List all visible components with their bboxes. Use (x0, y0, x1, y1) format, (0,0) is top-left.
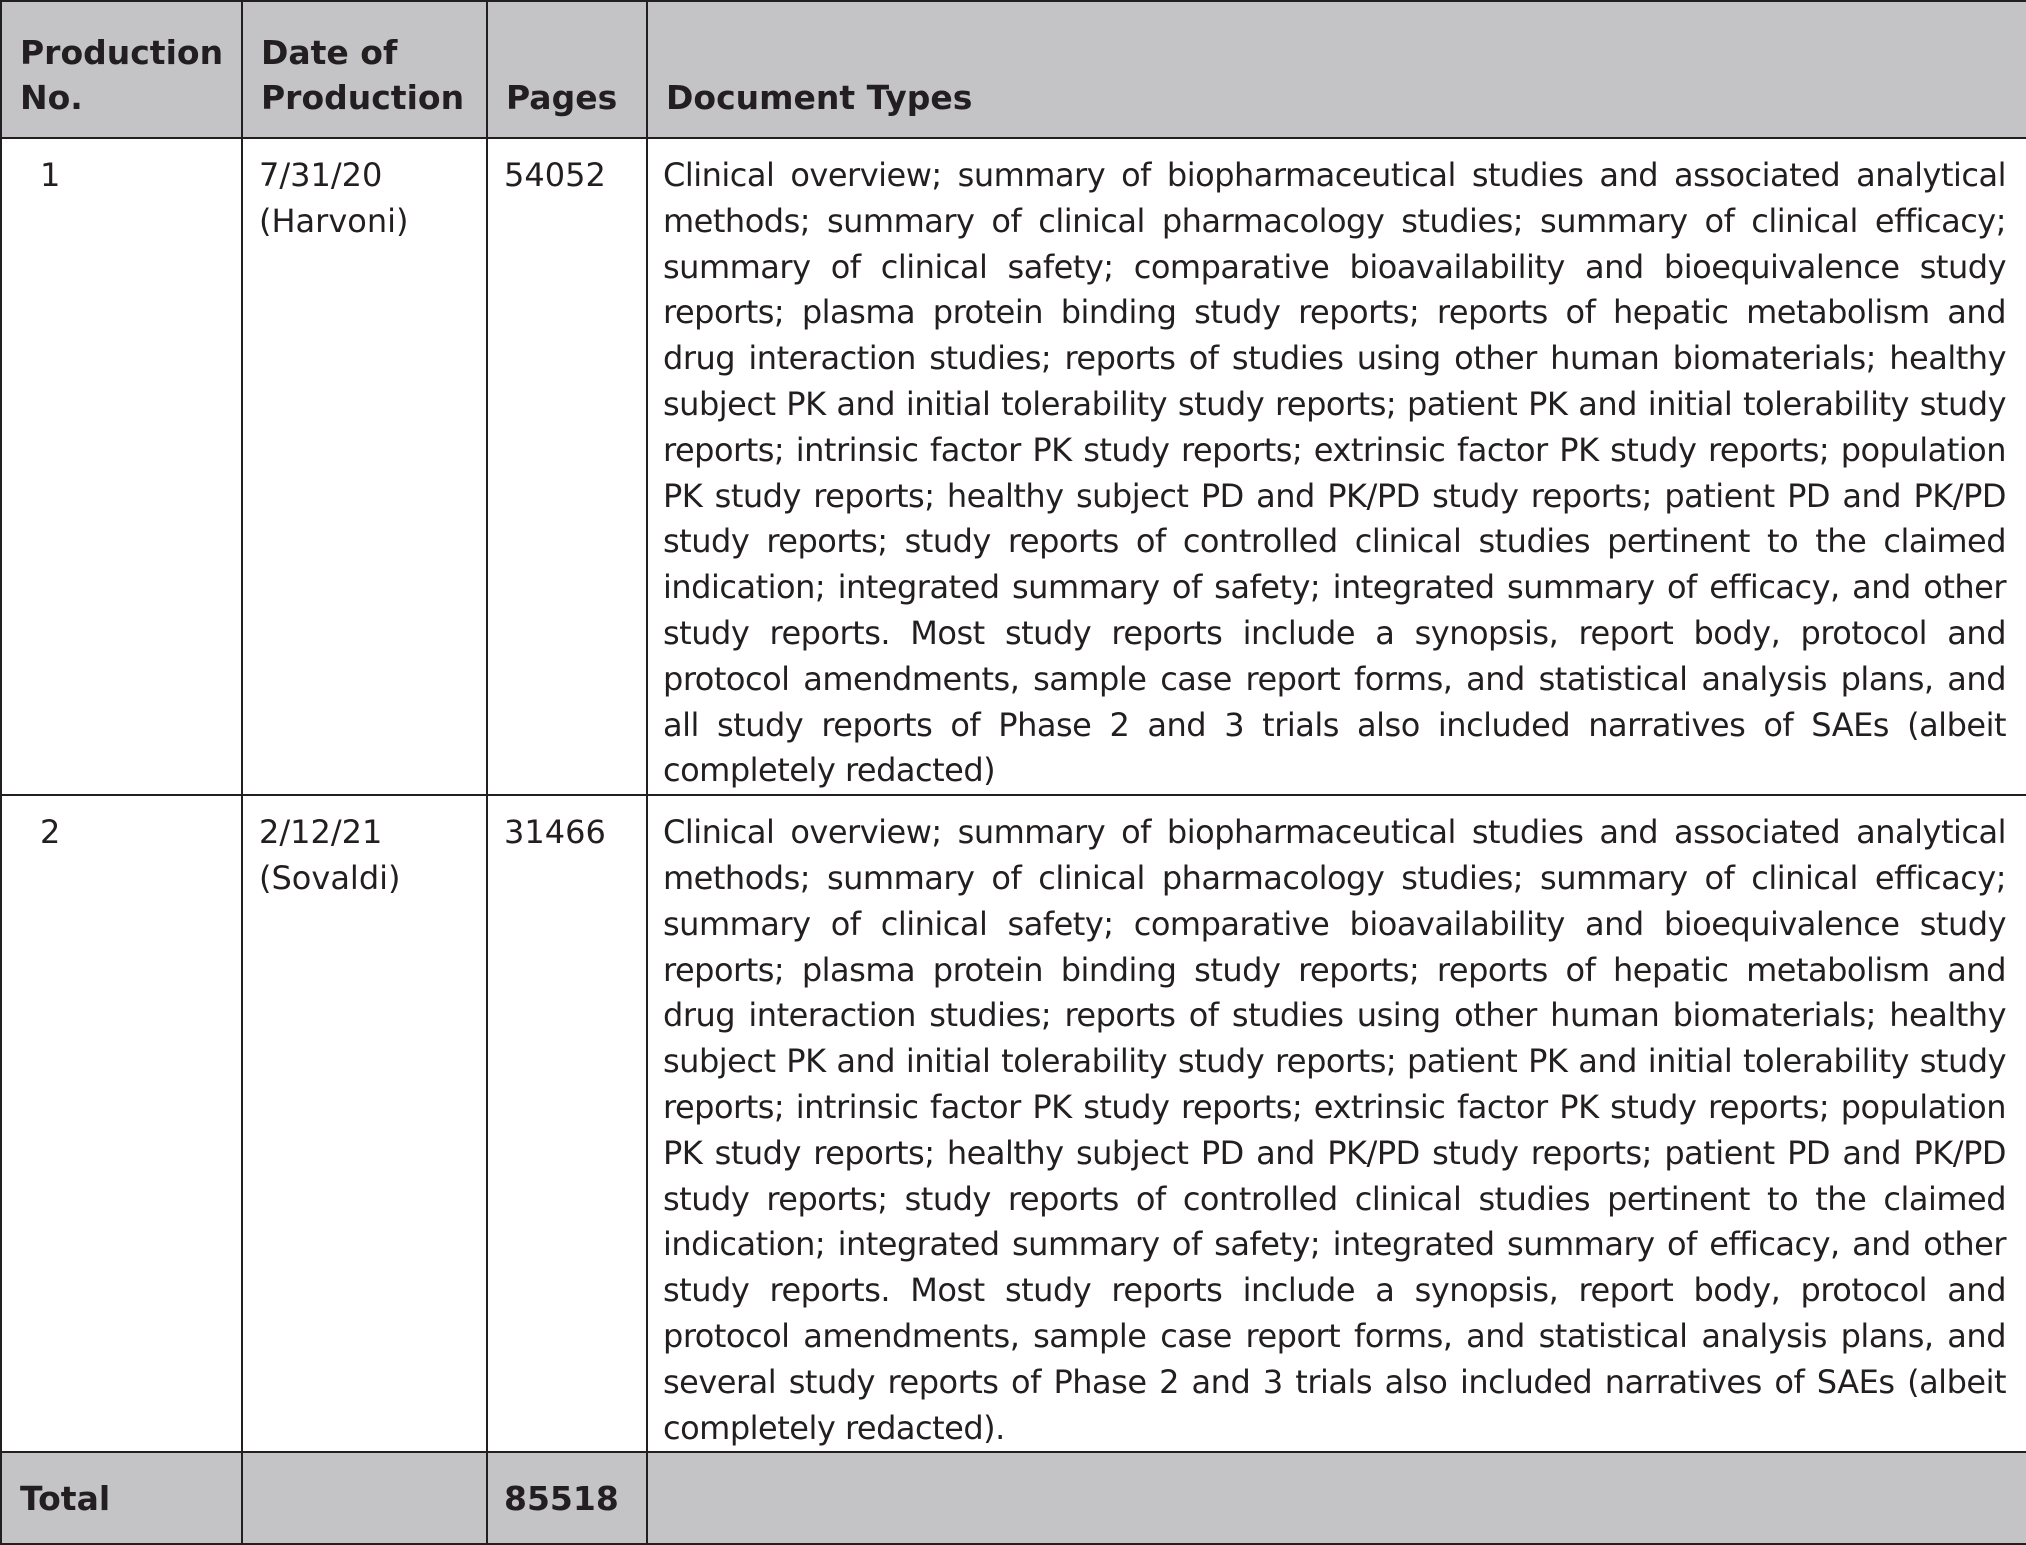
total-pages: 85518 (487, 1452, 647, 1544)
drug-name: (Sovaldi) (259, 858, 401, 897)
header-pages: Pages (487, 1, 647, 138)
table-row (1, 138, 2026, 795)
total-empty-cell (242, 1452, 487, 1544)
drug-name: (Harvoni) (259, 201, 409, 240)
table-row (1, 795, 2026, 1452)
total-row (1, 1452, 2026, 1544)
production-no-cell: 2 (1, 795, 242, 1452)
production-no-cell: 1 (1, 138, 242, 795)
date-of-production-cell (242, 138, 487, 795)
header-document-types: Document Types (647, 1, 2026, 138)
production-date: 7/31/20 (259, 156, 383, 194)
pages-cell: 54052 (487, 138, 647, 795)
total-empty-cell (647, 1452, 2026, 1544)
document-types-cell: Clinical overview; summary of biopharmaceutical studies and associated analytical methods; summary of clinical pharmacology studies; summary of clinical efficacy; summary of clinical safety; comparative bioavailability and bioequivalence study reports; plasma protein binding study reports; reports of hepatic metabolism and drug interaction studies; reports of studies using other human biomaterials; healthy subject PK and initial tolerability study reports; patient PK and initial tolerability study reports; intrinsic factor PK study reports; extrinsic factor PK study reports; population PK study reports; healthy subject PD and PK/PD study reports; patient PD and PK/PD study reports; study reports of controlled clinical studies pertinent to the claimed indication; integrated summary of safety; integrated summary of efficacy, and other study reports. Most study reports include a synopsis, report body, protocol and protocol amendments, sample case report forms, and statistical analysis plans, and several study reports of Phase 2 and 3 trials also included narratives of SAEs (albeit completely redacted). (647, 795, 2026, 1452)
header-date-of-production: Date of Production (242, 1, 487, 138)
header-row (1, 1, 2026, 138)
pages-cell: 31466 (487, 795, 647, 1452)
date-of-production-cell (242, 795, 487, 1452)
production-date: 2/12/21 (259, 813, 383, 852)
total-label: Total (1, 1452, 242, 1544)
document-types-cell: Clinical overview; summary of biopharmaceutical studies and associated analytical methods; summary of clinical pharmacology studies; summary of clinical efficacy; summary of clinical safety; comparative bioavailability and bioequivalence study reports; plasma protein binding study reports; reports of hepatic metabolism and drug interaction studies; reports of studies using other human biomaterials; healthy subject PK and initial tolerability study reports; patient PK and initial tolerability study reports; intrinsic factor PK study reports; extrinsic factor PK study reports; population PK study reports; healthy subject PD and PK/PD study reports; patient PD and PK/PD study reports; study reports of controlled clinical studies pertinent to the claimed indication; integrated summary of safety; integrated summary of efficacy, and other study reports. Most study reports include a synopsis, report body, protocol and protocol amendments, sample case report forms, and statistical analysis plans, and all study reports of Phase 2 and 3 trials also included narratives of SAEs (albeit completely redacted) (647, 138, 2026, 795)
header-production-no: Production No. (1, 1, 242, 138)
